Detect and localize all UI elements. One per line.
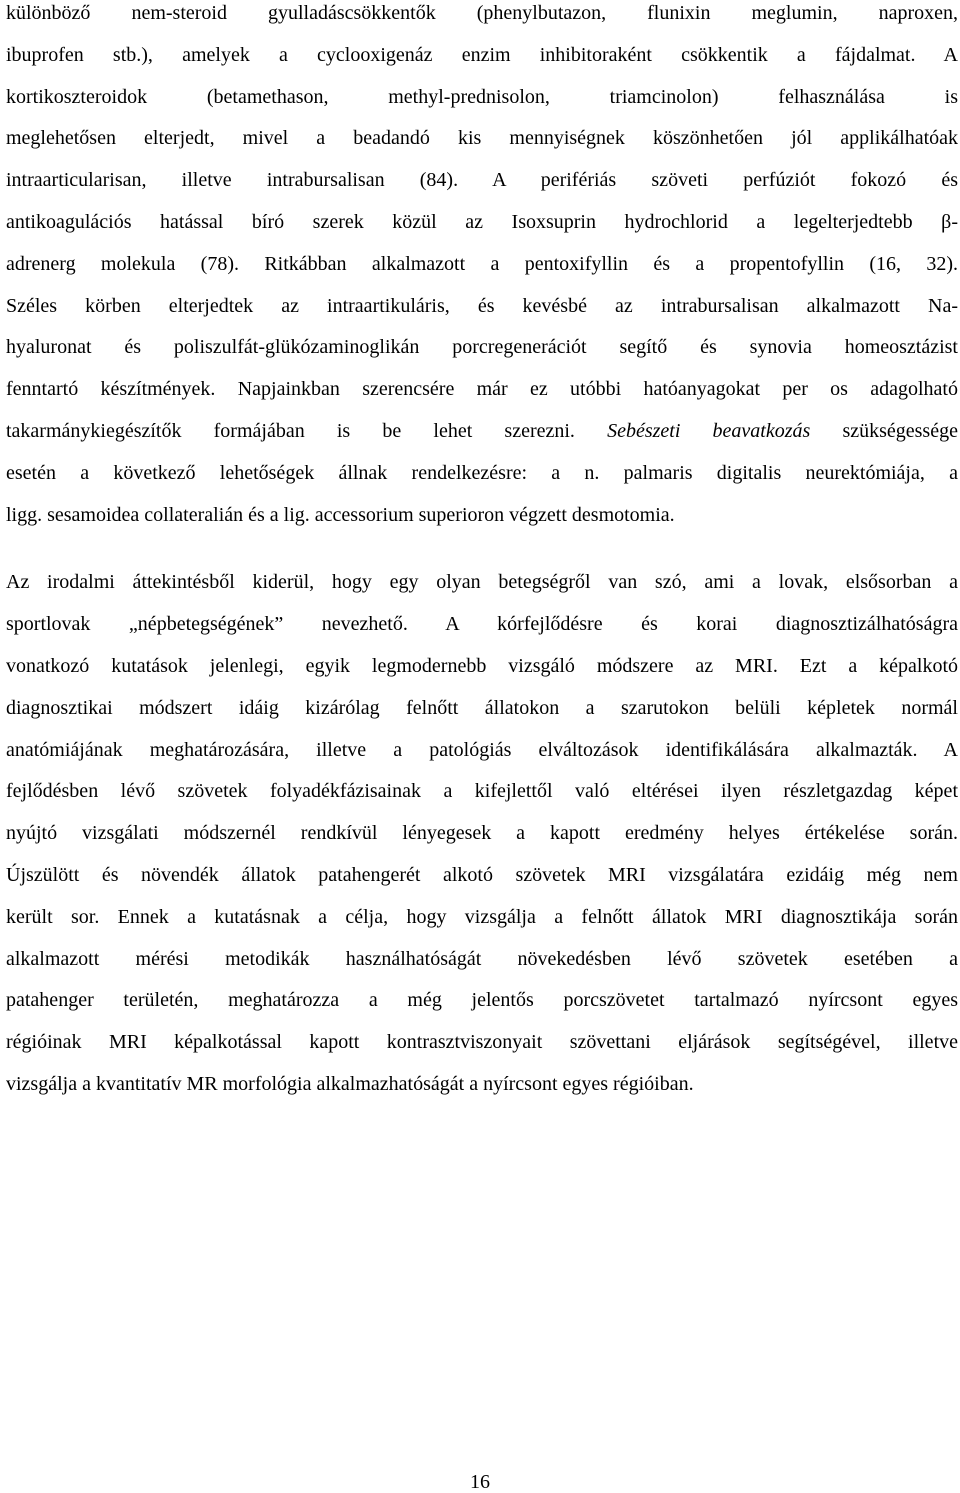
text-line: ligg. sesamoidea collateralián és a lig. accessorium superioron végzett desmotomia. [6, 503, 675, 526]
text-line: esetén a következő lehetőségek állnak rendelkezésre: a n. palmaris digitalis neurektómiája, a [6, 461, 958, 484]
text-line: fejlődésben lévő szövetek folyadékfázisainak a kifejlettől való eltérései ilyen részletgazdag képet [6, 780, 958, 803]
text-line: Az irodalmi áttekintésből kiderül, hogy egy olyan betegségről van szó, ami a lovak, elsősorban a [6, 571, 958, 594]
text-segment: szükségessége [842, 419, 958, 442]
text-line: ibuprofen stb.), amelyek a cyclooxigenáz enzim inhibitoraként csökkentik a fájdalmat. A [6, 43, 958, 66]
page-number: 16 [470, 1471, 490, 1493]
text-segment: takarmánykiegészítők formájában is be lehet szerezni. [6, 419, 575, 442]
text-line: került sor. Ennek a kutatásnak a célja, hogy vizsgálja a felnőtt állatok MRI diagnosztikája során [6, 905, 958, 928]
paragraph-1 [6, 0, 958, 543]
text-line: hyaluronat és poliszulfát-glükózaminoglikán porcregenerációt segítő és synovia homeosztázist [6, 336, 958, 359]
text-line: adrenerg molekula (78). Ritkábban alkalmazott a pentoxifyllin és a propentofyllin (16, 32). [6, 252, 958, 275]
text-line: meglehetősen elterjedt, mivel a beadandó kis mennyiségnek köszönhetően jól applikálhatóak [6, 127, 958, 150]
text-line-mixed [6, 418, 958, 460]
text-line: vonatkozó kutatások jelenlegi, egyik legmodernebb vizsgáló módszere az MRI. Ezt a képalkotó [6, 654, 958, 677]
text-line: Széles körben elterjedtek az intraartikuláris, és kevésbé az intrabursalisan alkalmazott Na- [6, 294, 958, 317]
text-line: diagnosztikai módszert idáig kizárólag felnőtt állatokon a szarutokon belüli képletek normál [6, 696, 958, 719]
text-line: alkalmazott mérési metodikák használhatóságát növekedésben lévő szövetek esetében a [6, 947, 958, 970]
text-line: régióinak MRI képalkotással kapott kontrasztviszonyait szövettani eljárások segítségével, illetve [6, 1031, 958, 1054]
paragraph-spacer [6, 543, 958, 569]
text-line: Újszülött és növendék állatok patahengerét alkotó szövetek MRI vizsgálatára ezidáig még nem [6, 863, 958, 886]
text-line: intraarticularisan, illetve intrabursalisan (84). A perifériás szöveti perfúziót fokozó és [6, 169, 958, 192]
text-line: anatómiájának meghatározására, illetve a patológiás elváltozások identifikálására alkalmazták. A [6, 738, 958, 761]
text-line: különböző nem-steroid gyulladáscsökkentők (phenylbutazon, flunixin meglumin, naproxen, [6, 2, 958, 24]
text-line: vizsgálja a kvantitatív MR morfológia alkalmazhatóságát a nyírcsont egyes régióiban. [6, 1072, 694, 1095]
italic-phrase: Sebészeti beavatkozás [607, 419, 811, 442]
text-line: kortikoszteroidok (betamethason, methyl-prednisolon, triamcinolon) felhasználása is [6, 85, 958, 108]
text-line: patahenger területén, meghatározza a még jelentős porcszövetet tartalmazó nyírcsont egyes [6, 989, 958, 1012]
text-line: nyújtó vizsgálati módszernél rendkívül lényegesek a kapott eredmény helyes értékelése során. [6, 822, 958, 845]
text-line: sportlovak „népbetegségének” nevezhető. A kórfejlődésre és korai diagnosztizálhatóságra [6, 613, 958, 636]
paragraph-2 [6, 569, 958, 1112]
text-line: antikoagulációs hatással bíró szerek közül az Isoxsuprin hydrochlorid a legelterjedtebb β- [6, 210, 958, 233]
text-line: fenntartó készítmények. Napjainkban szerencsére már ez utóbbi hatóanyagokat per os adagolható [6, 378, 958, 401]
document-page [6, 0, 958, 1113]
